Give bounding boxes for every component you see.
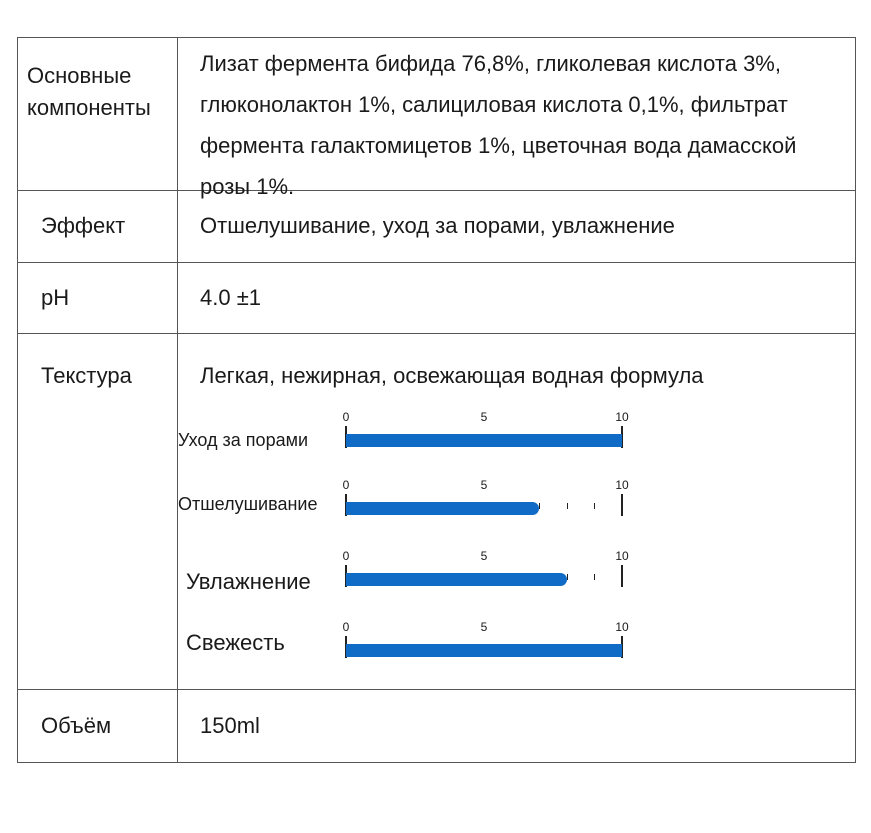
chart-scale [342, 410, 629, 454]
chart-tick-label: 5 [480, 549, 488, 563]
chart-bar [346, 644, 622, 657]
chart-scale [342, 549, 629, 593]
chart-tick-label: 10 [615, 478, 629, 492]
row-divider [18, 262, 855, 263]
ph-value: 4.0 ±1 [200, 285, 262, 310]
components-label-line2: компоненты [27, 95, 151, 120]
chart-tick-mark [594, 503, 595, 509]
volume-value: 150ml [200, 713, 260, 738]
chart-tick-label: 0 [342, 620, 350, 634]
chart-tick-mark [567, 503, 568, 509]
chart-tick-label: 0 [342, 410, 350, 424]
chart-tick-mark [567, 574, 568, 580]
column-divider [177, 38, 178, 762]
chart-scale [342, 620, 629, 664]
texture-label: Текстура [41, 363, 132, 388]
chart-category-label: Увлажнение [186, 569, 311, 594]
product-spec-table [17, 37, 856, 763]
chart-axis-end [621, 565, 623, 587]
effect-label: Эффект [41, 213, 126, 238]
chart-tick-label: 0 [342, 549, 350, 563]
components-label [27, 60, 151, 124]
chart-scale [342, 478, 629, 522]
chart-axis-end [621, 494, 623, 516]
chart-bar [346, 573, 567, 586]
chart-tick-mark [594, 574, 595, 580]
chart-tick-label: 10 [615, 549, 629, 563]
row-divider [18, 689, 855, 690]
components-label-line1: Основные [27, 63, 132, 88]
chart-tick-mark [539, 503, 540, 509]
chart-category-label: Уход за порами [178, 430, 309, 450]
texture-value: Легкая, нежирная, освежающая водная формула [200, 363, 704, 388]
components-value: Лизат фермента бифида 76,8%, гликолевая кислота 3%, глюконолактон 1%, салициловая кислота 0,1%, фильтрат фермента галактомицетов 1%, цветочная вода дамасской розы 1%. [200, 51, 797, 199]
chart-category-label: Отшелушивание [178, 494, 318, 514]
chart-tick-label: 5 [480, 410, 488, 424]
effect-value: Отшелушивание, уход за порами, увлажнение [200, 213, 675, 238]
chart-category-label: Свежесть [186, 630, 285, 655]
chart-tick-label: 10 [615, 620, 629, 634]
chart-bar [346, 502, 539, 515]
chart-tick-label: 5 [480, 478, 488, 492]
volume-label: Объём [41, 713, 112, 738]
chart-tick-label: 10 [615, 410, 629, 424]
chart-bar [346, 434, 622, 447]
row-divider [18, 333, 855, 334]
chart-tick-label: 5 [480, 620, 488, 634]
chart-tick-label: 0 [342, 478, 350, 492]
ph-label: pH [41, 285, 70, 310]
